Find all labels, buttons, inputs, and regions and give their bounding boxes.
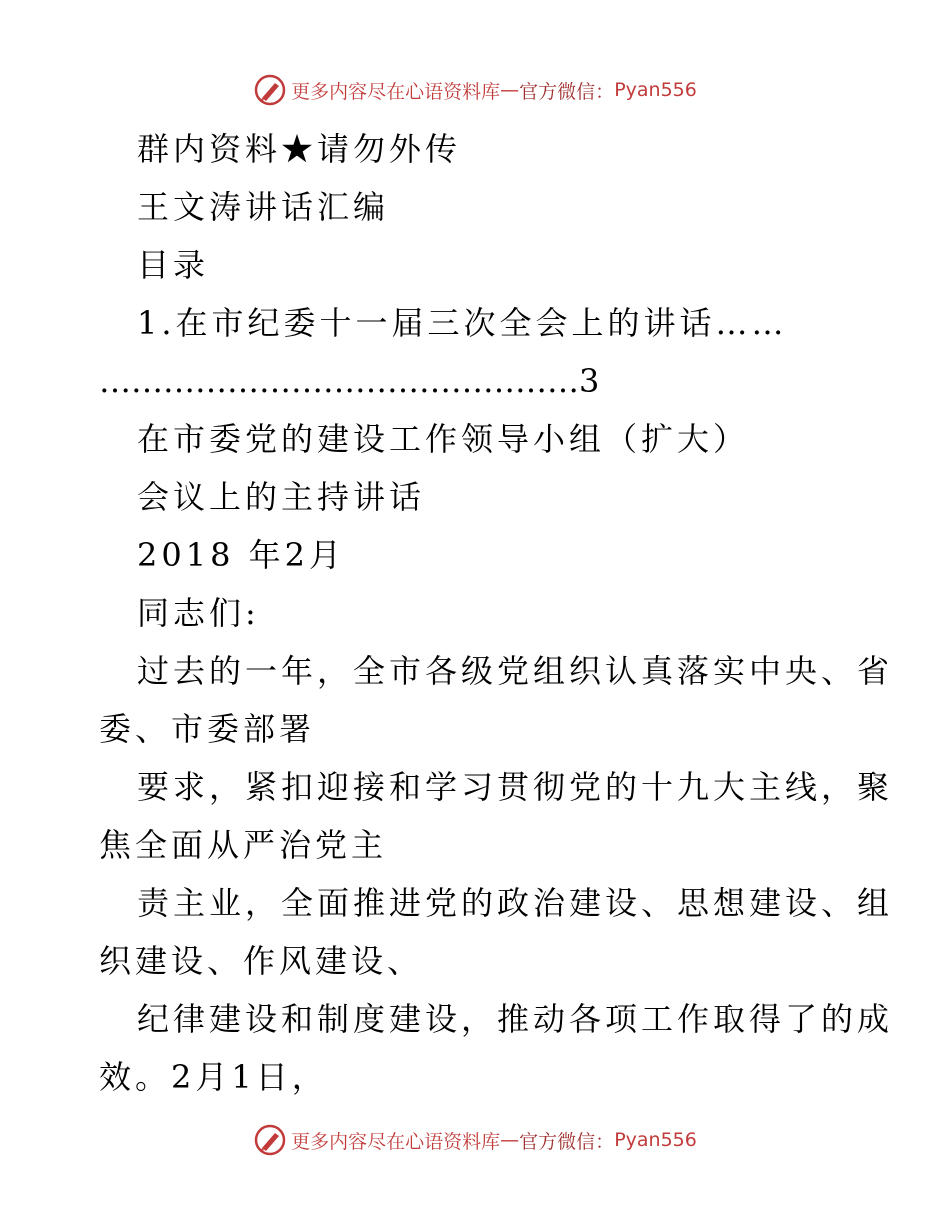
document-body — [0, 120, 950, 1106]
doc-line: 织建设、作风建设、 — [99, 942, 424, 980]
doc-line: 要求，紧扣迎接和学习贯彻党的十九大主线，聚 — [137, 768, 894, 806]
doc-line: 焦全面从严治党主 — [99, 826, 388, 864]
doc-line: 群内资料★请勿外传 — [137, 130, 462, 168]
doc-line: 过去的一年，全市各级党组织认真落实中央、省 — [137, 652, 894, 690]
watermark-wechat-label: 官方微信： — [519, 1130, 615, 1153]
doc-line: 目录 — [137, 246, 210, 284]
doc-line: 效。2月1日， — [99, 1058, 328, 1096]
watermark-dash: — — [500, 1129, 520, 1151]
watermark-banner-top — [0, 70, 950, 110]
watermark-wechat-id: Pyan556 — [614, 1129, 697, 1151]
doc-line: 王文涛讲话汇编 — [137, 188, 390, 226]
doc-line: 1.在市纪委十一届三次全会上的讲话…… — [137, 304, 788, 342]
watermark-dash: — — [500, 79, 520, 101]
pen-logo-icon — [253, 73, 287, 107]
doc-line: 责主业，全面推进党的政治建设、思想建设、组 — [137, 884, 894, 922]
doc-line: 纪律建设和制度建设，推动各项工作取得了的成 — [137, 1000, 894, 1038]
doc-line: 会议上的主持讲话 — [137, 478, 426, 516]
watermark-wechat-id: Pyan556 — [614, 79, 697, 101]
doc-line: 同志们: — [137, 594, 260, 632]
doc-line: 在市委党的建设工作领导小组（扩大） — [137, 420, 750, 458]
doc-line: 2018 年2月 — [137, 536, 345, 574]
watermark-text: 更多内容尽在心语资料库 — [291, 1130, 501, 1153]
watermark-text: 更多内容尽在心语资料库 — [291, 80, 501, 103]
pen-logo-icon — [253, 1123, 287, 1157]
doc-line: 委、市委部署 — [99, 710, 316, 748]
doc-line: ………………………………………3 — [99, 362, 600, 400]
watermark-banner-bottom — [0, 1120, 950, 1160]
watermark-wechat-label: 官方微信： — [519, 80, 615, 103]
